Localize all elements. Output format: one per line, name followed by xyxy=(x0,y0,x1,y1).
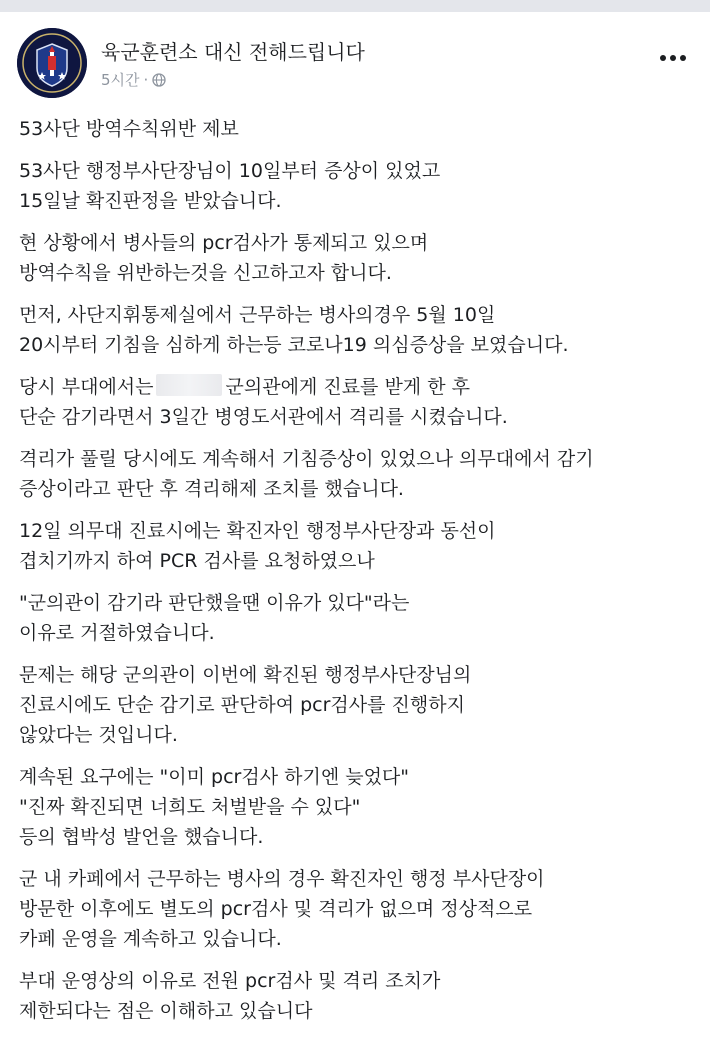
paragraph-1 xyxy=(19,114,699,144)
text-line: 격리가 풀릴 당시에도 계속해서 기침증상이 있었으나 의무대에서 감기 xyxy=(19,448,594,470)
paragraph-5 xyxy=(19,372,699,432)
text-line: 방문한 이후에도 별도의 pcr검사 및 격리가 없으며 정상적으로 xyxy=(19,898,533,920)
text-segment: 군의관에게 진료를 받게 한 후 xyxy=(225,376,470,398)
paragraph-11 xyxy=(19,864,699,954)
paragraph-2 xyxy=(19,156,699,216)
text-line: 이유로 거절하였습니다. xyxy=(19,622,215,644)
text-line: "군의관이 감기라 판단했을땐 이유가 있다"라는 xyxy=(19,592,410,614)
text-line: 12일 의무대 진료시에는 확진자인 행정부사단장과 동선이 xyxy=(19,520,496,542)
text-line: 단순 감기라면서 3일간 병영도서관에서 격리를 시켰습니다. xyxy=(19,406,508,428)
text-line: 먼저, 사단지휘통제실에서 근무하는 병사의경우 5월 10일 xyxy=(19,304,496,326)
text-line: 53사단 방역수칙위반 제보 xyxy=(19,118,239,140)
text-line: 진료시에도 단순 감기로 판단하여 pcr검사를 진행하지 xyxy=(19,694,465,716)
globe-icon xyxy=(152,73,166,87)
text-line: 않았다는 것입니다. xyxy=(19,724,178,746)
text-line: 53사단 행정부사단장님이 10일부터 증상이 있었고 xyxy=(19,160,441,182)
post-body xyxy=(19,114,699,1038)
text-line: 15일날 확진판정을 받았습니다. xyxy=(19,190,282,212)
text-line: 카페 운영을 계속하고 있습니다. xyxy=(19,928,282,950)
paragraph-4 xyxy=(19,300,699,360)
text-line: 군 내 카페에서 근무하는 병사의 경우 확진자인 행정 부사단장이 xyxy=(19,868,545,890)
paragraph-6 xyxy=(19,444,699,504)
text-segment: 당시 부대에서는 xyxy=(19,376,154,398)
text-line: 문제는 해당 군의관이 이번에 확진된 행정부사단장님의 xyxy=(19,664,472,686)
author-name[interactable]: 육군훈련소 대신 전해드립니다 xyxy=(101,40,365,64)
post-time[interactable]: 5시간 xyxy=(101,71,140,89)
meta-separator: · xyxy=(143,71,149,89)
text-line: "진짜 확진되면 너희도 처벌받을 수 있다" xyxy=(19,796,361,818)
army-emblem-icon xyxy=(17,28,87,98)
text-line: 제한되다는 점은 이해하고 있습니다 xyxy=(19,1000,313,1022)
text-line: 현 상황에서 병사들의 pcr검사가 통제되고 있으며 xyxy=(19,232,429,254)
post-meta xyxy=(101,70,166,90)
text-line: 증상이라고 판단 후 격리해제 조치를 했습니다. xyxy=(19,478,404,500)
paragraph-12 xyxy=(19,966,699,1026)
text-line: 방역수칙을 위반하는것을 신고하고자 합니다. xyxy=(19,262,392,284)
text-line: 부대 운영상의 이유로 전원 pcr검사 및 격리 조치가 xyxy=(19,970,441,992)
text-line: 20시부터 기침을 심하게 하는등 코로나19 의심증상을 보였습니다. xyxy=(19,334,569,356)
top-bar xyxy=(0,0,710,12)
paragraph-8 xyxy=(19,588,699,648)
paragraph-9 xyxy=(19,660,699,750)
more-dots-icon xyxy=(660,55,666,61)
text-line: 계속된 요구에는 "이미 pcr검사 하기엔 늦었다" xyxy=(19,766,410,788)
text-line: 겹치기까지 하여 PCR 검사를 요청하였으나 xyxy=(19,550,375,572)
paragraph-7 xyxy=(19,516,699,576)
post-header xyxy=(17,28,697,100)
paragraph-3 xyxy=(19,228,699,288)
avatar[interactable] xyxy=(17,28,87,98)
text-line: 등의 협박성 발언을 했습니다. xyxy=(19,826,264,848)
text-line xyxy=(19,372,699,402)
paragraph-10 xyxy=(19,762,699,852)
more-options-button[interactable] xyxy=(655,46,691,70)
redacted-name xyxy=(156,374,222,396)
